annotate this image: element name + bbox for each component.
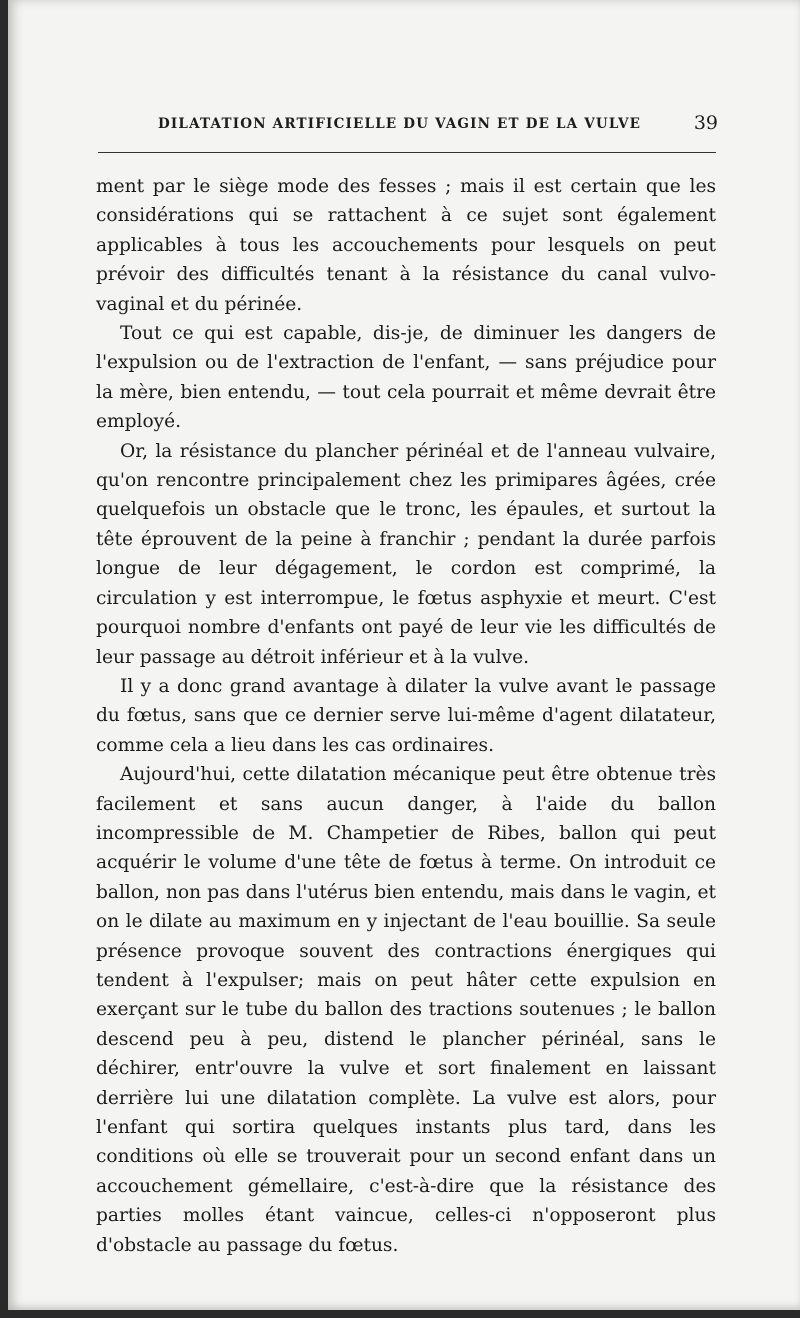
paragraph: Il y a donc grand avantage à dilater la vulve avant le passage du fœtus, sans que ce dernier serve lui-même d'agent dilatateur, comme cela a lieu dans les cas ordinaires.	[96, 675, 716, 756]
paragraph-continuation: ment par le siège mode des fesses ; mais il est certain que les considérations qui se rattachent à ce sujet sont également applicables à tous les accouchements pour lesquels on peut prévoir des difficultés tenant à la résistance du canal vulvo-vaginal et du périnée.	[96, 176, 716, 315]
book-page	[8, 0, 800, 1310]
body-text	[96, 172, 716, 1260]
header-rule	[98, 152, 716, 153]
page-header	[158, 112, 718, 142]
paragraph: Aujourd'hui, cette dilatation mécanique peut être obtenue très facilement et sans aucun danger, à l'aide du ballon incompressible de M. Champetier de Ribes, ballon qui peut acquérir le volume d'une tête de fœtus à terme. On introduit ce ballon, non pas dans l'utérus bien entendu, mais dans le vagin, et on le dilate au maximum en y injectant de l'eau bouillie. Sa seule présence provoque souvent des contractions énergiques qui tendent à l'expulser; mais on peut hâter cette expulsion en exerçant sur le tube du ballon des tractions soutenues ; le ballon descend peu à peu, distend le plancher périnéal, sans le déchirer, entr'ouvre la vulve et sort finalement en laissant derrière lui une dilatation complète. La vulve est alors, pour l'enfant qui sortira quelques instants plus tard, dans les conditions où elle se trouverait pour un second enfant dans un accouchement gémellaire, c'est-à-dire que la résistance des parties molles étant vaincue, celles-ci n'opposeront plus d'obstacle au passage du fœtus.	[96, 764, 716, 1256]
page-number: 39	[693, 112, 718, 134]
paragraph: Tout ce qui est capable, dis-je, de diminuer les dangers de l'expulsion ou de l'extraction de l'enfant, — sans préjudice pour la mère, bien entendu, — tout cela pourrait et même devrait être employé.	[96, 323, 716, 433]
paragraph: Or, la résistance du plancher périnéal et de l'anneau vulvaire, qu'on rencontre principalement chez les primipares âgées, crée quelquefois un obstacle que le tronc, les épaules, et surtout la tête éprouvent de la peine à franchir ; pendant la durée parfois longue de leur dégagement, le cordon est comprimé, la circulation y est interrompue, le fœtus asphyxie et meurt. C'est pourquoi nombre d'enfants ont payé de leur vie les difficultés de leur passage au détroit inférieur et à la vulve.	[96, 440, 716, 668]
running-title: DILATATION ARTIFICIELLE DU VAGIN ET DE LA VULVE	[158, 116, 642, 132]
